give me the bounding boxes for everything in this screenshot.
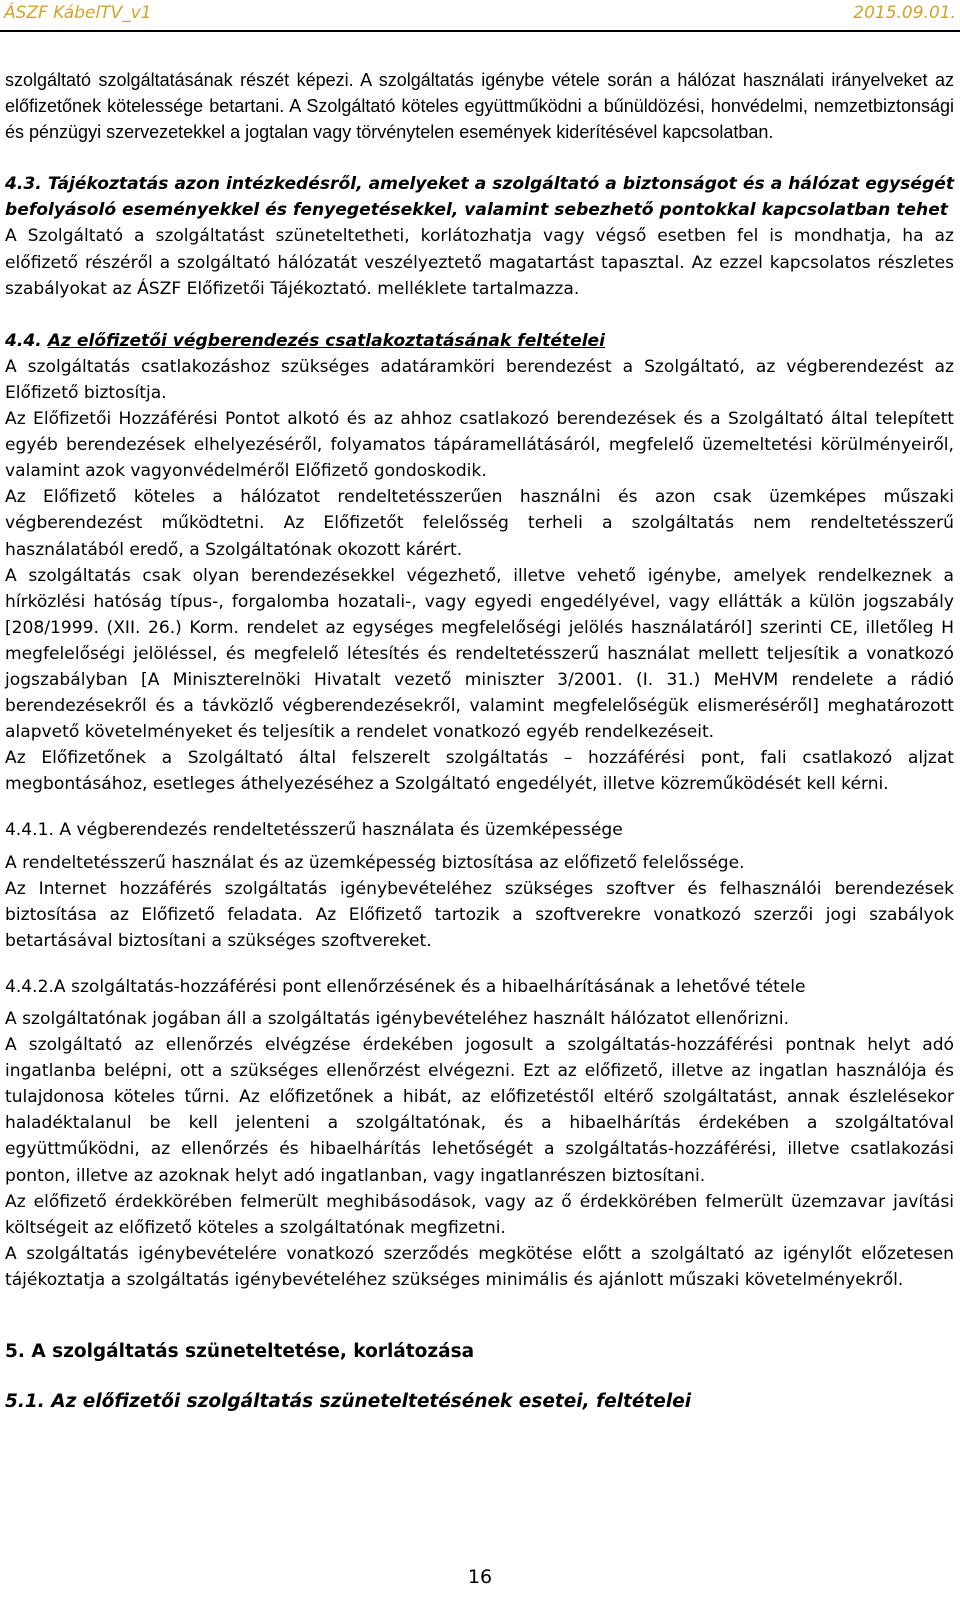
section-4-4-paragraph: Az Előfizetőnek a Szolgáltató által felszerelt szolgáltatás – hozzáférési pont, fali csatlakozó aljzat megbontásához, esetleges áthelyezéséhez a Szolgáltató engedélyét, illetve közreműködését kell kérni. [5,748,954,795]
section-4-3-body: A Szolgáltató a szolgáltatást szüneteltetheti, korlátozhatja vagy végső esetben fel is mondhatja, ha az előfizető részéről a szolgáltató hálózatát veszélyeztető magatartást tapasztal. Az ezzel kapcsolatos részletes szabályokat az ÁSZF Előfizetői Tájékoztató. melléklete tartalmazza. [5,226,954,299]
section-4-4-1-paragraph: A rendeltetésszerű használat és az üzemképesség biztosítása az előfizető felelőssége. [5,852,745,873]
section-4-4-paragraph: Az Előfizetői Hozzáférési Pontot alkotó és az ahhoz csatlakozó berendezések és a Szolgáltató által telepített egyéb berendezések elhelyezéséről, folyamatos tápáramellátásáról, megfelelő üzemeltetési körülményeiről, valamint azok vagyonvédelméről Előfizető gondoskodik. [5,409,954,482]
section-4-4-2-paragraph: A szolgáltatás igénybevételére vonatkozó szerződés megkötése előtt a szolgáltató az igénylőt előzetesen tájékoztatja a szolgáltatás igénybevételéhez szükséges minimális és ajánlott műszaki követelményekről. [5,1243,954,1290]
section-4-4-number: 4.4. [5,330,42,351]
section-4-4-heading [5,328,954,354]
section-5-1-heading [5,1389,954,1415]
section-4-4-2-paragraph: A szolgáltató az ellenőrzés elvégzése érdekében jogosult a szolgáltatás-hozzáférési pontnak helyt adó ingatlanba belépni, ott a szükséges ellenőrzést elvégezni. Ezt az előfizető, illetve az ingatlan használója és tulajdonosa köteles tűrni. Az előfizetőnek a hibát, az előfizetéstől eltérő szolgáltatást, annak észlelésekor haladéktalanul be kell jelenteni a szolgáltatónak, és a hibaelhárítás érdekében a szolgáltatóval együttműködni, az ellenőrzés és hibaelhárítás lehetőségét a szolgáltatás-hozzáférési, illetve csatlakozási ponton, illetve az azoknak helyt adó ingatlanban, vagy ingatlanrészen biztosítani. [5,1035,954,1186]
section-4-3-number: 4.3. [5,174,42,195]
section-5-1-title: Az előfizetői szolgáltatás szüneteltetésének esetei, feltételei [51,1391,692,1413]
section-5-1-number: 5.1. [5,1391,45,1413]
section-5-heading: 5. A szolgáltatás szüneteltetése, korlátozása [5,1341,475,1363]
section-4-3-heading [5,171,954,223]
section-4-4-1-heading: 4.4.1. A végberendezés rendeltetésszerű használata és üzemképessége [5,820,623,841]
page-content [5,67,954,1415]
section-4-4-2-paragraph: Az előfizető érdekkörében felmerült meghibásodások, vagy az ő érdekkörében felmerült üzemzavar javítási költségeit az előfizető köteles a szolgáltatónak megfizetni. [5,1191,954,1238]
section-4-4-2-heading: 4.4.2.A szolgáltatás-hozzáférési pont ellenőrzésének és a hibaelhárításának a lehetővé tétele [5,976,806,997]
section-4-4-title: Az előfizetői végberendezés csatlakoztatásának feltételei [47,330,606,351]
header-document-title: ÁSZF KábelTV_v1 [4,3,152,23]
page-header [0,0,960,32]
intro-paragraph: szolgáltató szolgáltatásának részét képezi. A szolgáltatás igénybe vétele során a hálózat használati irányelveket az előfizetőnek kötelessége betartani. A Szolgáltató köteles együttműködni a bűnüldözési, honvédelmi, nemzetbiztonsági és pénzügyi szervezetekkel a jogtalan vagy törvénytelen események kiderítésével kapcsolatban. [5,70,954,143]
section-4-4-2-paragraph: A szolgáltatónak jogában áll a szolgáltatás igénybevételéhez használt hálózatot ellenőrizni. [5,1009,790,1029]
page-number: 16 [467,1566,493,1588]
section-4-4-paragraph: Az Előfizető köteles a hálózatot rendeltetésszerűen használni és azon csak üzemképes műszaki végberendezést működtetni. Az Előfizetőt felelősség terheli a szolgáltatás nem rendeltetésszerű használatából eredő, a Szolgáltatónak okozott kárért. [5,487,954,560]
section-4-4-paragraph: A szolgáltatás csatlakozáshoz szükséges adatáramköri berendezést a Szolgáltató, az végberendezést az Előfizető biztosítja. [5,356,954,403]
section-4-3-title: Tájékoztatás azon intézkedésről, amelyeket a szolgáltató a biztonságot és a hálózat egységét befolyásoló eseményekkel és fenyegetésekkel, valamint sebezhető pontokkal kapcsolatban tehet [5,174,955,221]
section-4-4-paragraph: A szolgáltatás csak olyan berendezésekkel végezhető, illetve vehető igénybe, amelyek rendelkeznek a hírközlési hatóság típus-, forgalomba hozatali-, vagy egyedi engedélyével, vagy ellátták a külön jogszabály [208/1999. (XII. 26.) Korm. rendelet az egységes megfelelőségi jelölés használatáról] szerinti CE, illetőleg H megfelelőségi jelöléssel, és megfelelő létesítés és rendeltetésszerű használat mellett teljesítik a vonatkozó jogszabályban [A Miniszterelnöki Hivatalt vezető miniszter 3/2001. (I. 31.) MeHVM rendelete a rádió berendezésekről és a távközlő végberendezésekről, valamint megfelelőségük elismeréséről] meghatározott alapvető követelményeket és teljesítik a rendelet vonatkozó egyéb rendelkezéseit. [5,565,954,743]
header-date: 2015.09.01. [853,3,956,23]
section-4-4-1-paragraph: Az Internet hozzáférés szolgáltatás igénybevételéhez szükséges szoftver és felhasználói berendezések biztosítása az Előfizető feladata. Az Előfizető tartozik a szoftverekre vonatkozó szerzői jogi szabályok betartásával biztosítani a szükséges szoftvereket. [5,878,954,951]
